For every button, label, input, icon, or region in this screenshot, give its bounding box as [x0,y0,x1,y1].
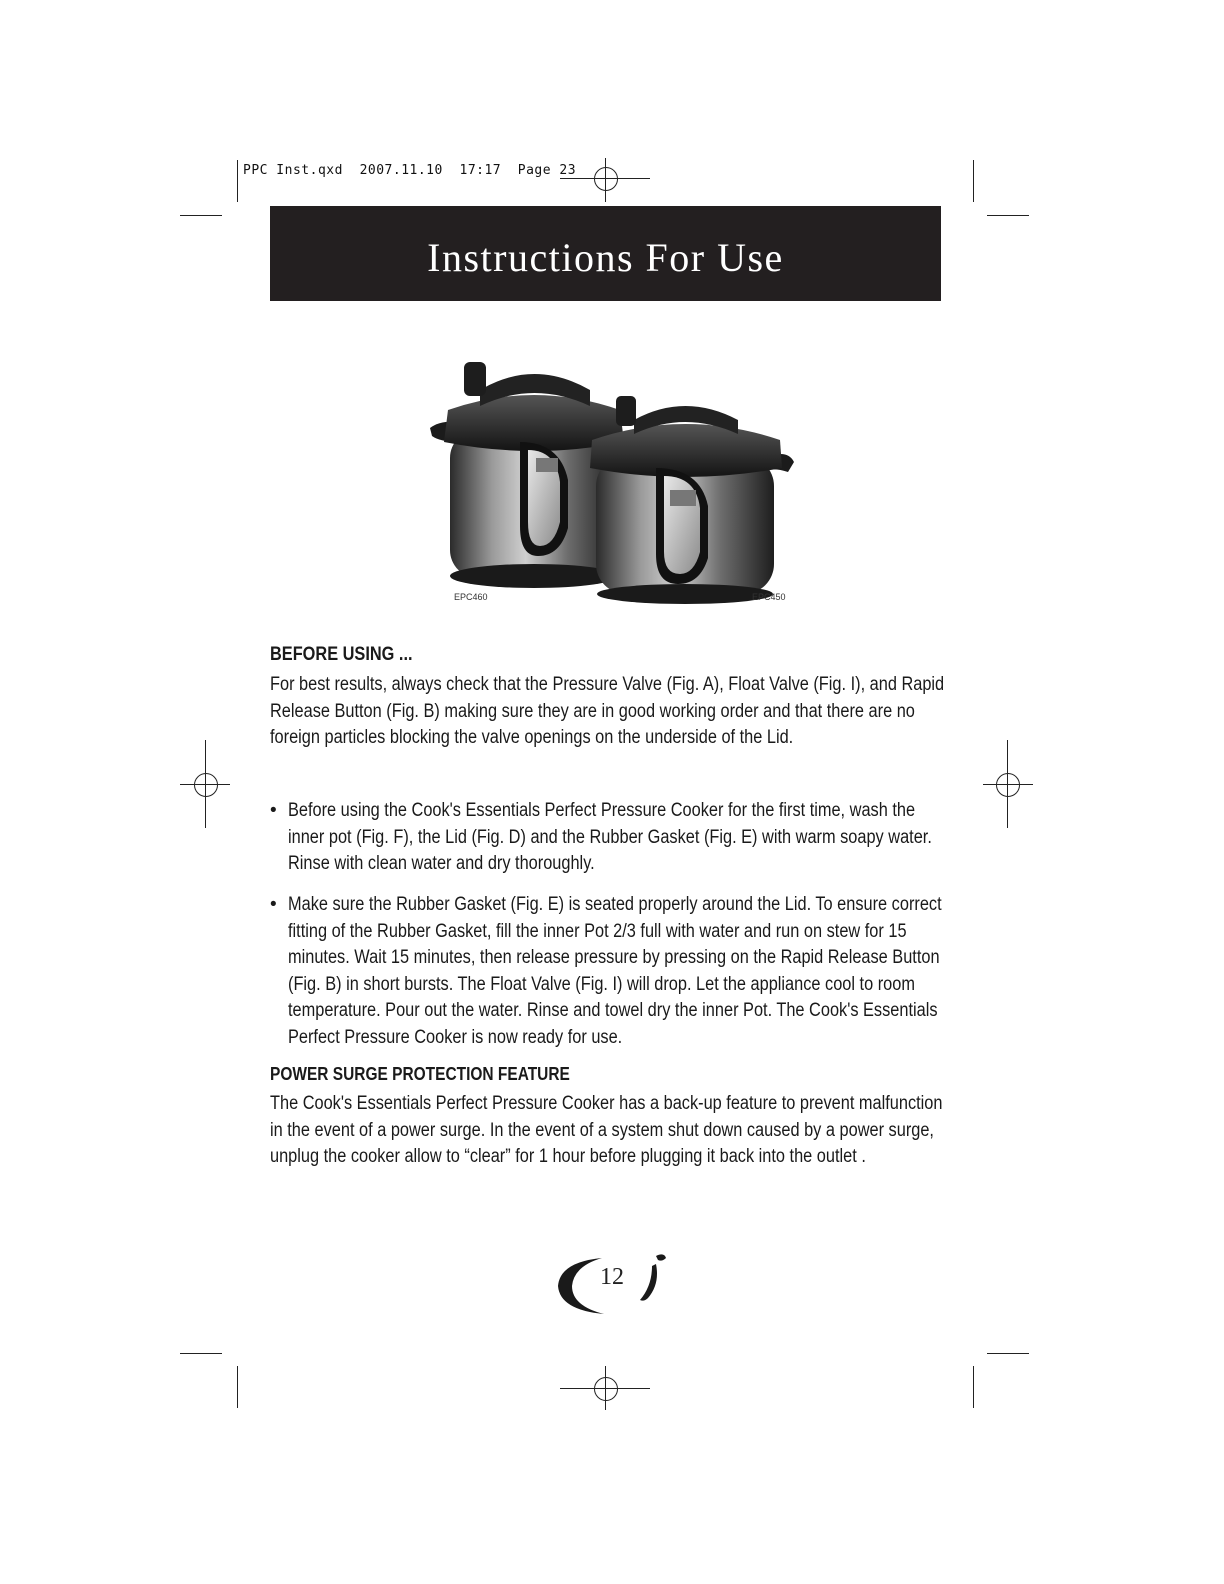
list-item [270,892,950,1052]
registration-mark-right [996,773,1020,797]
power-surge-heading: POWER SURGE PROTECTION FEATURE [270,1064,570,1084]
pressure-cookers-illustration [420,350,800,610]
crop-mark-bl-v [237,1366,238,1408]
registration-line-bottom-v [605,1366,606,1410]
bullet-icon: • [270,800,277,821]
registration-mark-top [594,167,618,191]
before-using-heading: BEFORE USING ... [270,644,413,665]
crop-mark-br-v [973,1366,974,1408]
registration-line-right-h [983,784,1033,785]
title-banner [270,206,941,301]
registration-mark-left [194,773,218,797]
crop-mark-br-h [987,1353,1029,1354]
bullet-icon: • [270,894,277,915]
bullet-text: Before using the Cook's Essentials Perfect Pressure Cooker for the first time, wash the inner pot (Fig. F), the Lid (Fig. D) and the Rubber Gasket (Fig. E) with warm soapy water. Rinse with clean water and dry thoroughly. [288,800,932,875]
registration-line-left-v [205,740,206,828]
crop-mark-tr-v [973,160,974,202]
list-item [270,798,950,878]
registration-mark-bottom [594,1377,618,1401]
model-label-epc460: EPC460 [454,592,488,602]
model-label-epc450: EPC450 [752,592,786,602]
crop-mark-tl-v [237,160,238,202]
before-using-bullets [270,798,950,1052]
before-using-intro: For best results, always check that the Pressure Valve (Fig. A), Float Valve (Fig. I), and Rapid Release Button (Fig. B) making sure they are in good working order and that there are no foreign particles blocking the valve openings on the underside of the Lid. [270,674,945,749]
crop-mark-bl-h [180,1353,222,1354]
page-title: Instructions For Use [427,235,784,280]
main-content [270,644,950,1171]
bullet-text: Make sure the Rubber Gasket (Fig. E) is seated properly around the Lid. To ensure correct fitting of the Rubber Gasket, fill the inner Pot 2/3 full with water and run on stew for 15 minutes. Wait 15 minutes, then release pressure by pressing on the Rapid Release Button (Fig. B) in short bursts. The Float Valve (Fig. I) will drop. Let the appliance cool to room temperature. Pour out the water. Rinse and towel dry the inner Pot. The Cook's Essentials Perfect Pressure Cooker is now ready for use. [288,894,942,1048]
cooker-epc460 [430,362,624,588]
registration-line-right-v [1007,740,1008,828]
registration-line-top-v [605,158,606,202]
product-photo [420,350,800,610]
power-surge-body: The Cook's Essentials Perfect Pressure Cooker has a back-up feature to prevent malfunction in the event of a power surge. In the event of a system shut down caused by a power surge, unplug the cooker allow to “clear” for 1 hour before plugging it back into the outlet . [270,1093,943,1168]
print-slug: PPC Inst.qxd 2007.11.10 17:17 Page 23 [243,163,577,178]
page-number: 12 [600,1264,624,1290]
crop-mark-tr-h [987,215,1029,216]
crop-mark-tl-h [180,215,222,216]
